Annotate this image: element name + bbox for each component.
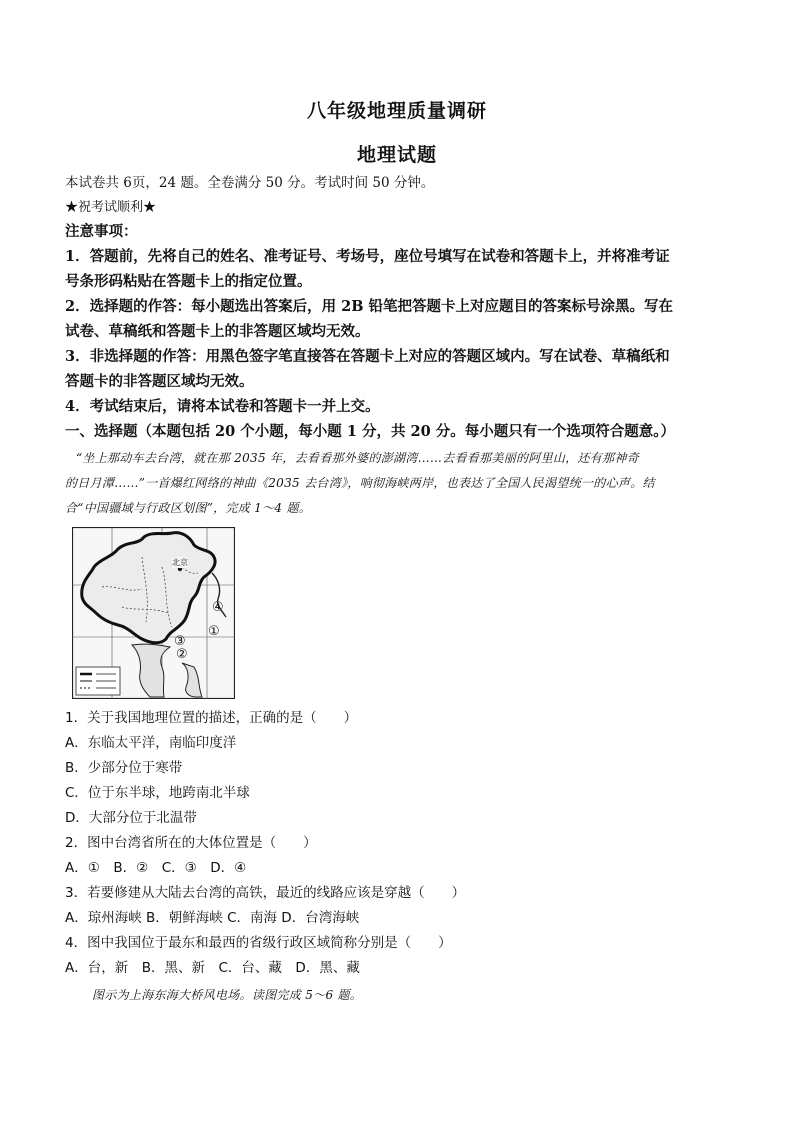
notice-line: 试卷、草稿纸和答题卡上的非答题区域均无效。: [65, 323, 370, 340]
option-line: B．少部分位于寒带: [65, 760, 183, 776]
china-map-figure: [72, 527, 235, 699]
next-intro: 图示为上海东海大桥风电场。读图完成 5～6 题。: [92, 988, 363, 1002]
china-map-image: [72, 527, 235, 699]
exam-subtitle: 地理试题: [356, 144, 437, 166]
option-line: D．大部分位于北温带: [65, 810, 197, 826]
map-marker-2: ②: [176, 647, 188, 662]
exam-info: 本试卷共 6页，24 题。全卷满分 50 分。考试时间 50 分钟。: [65, 175, 435, 191]
notice-line: 2．选择题的作答：每小题选出答案后，用 2B 铅笔把答题卡上对应题目的答案标号涂黑。写在: [65, 298, 674, 315]
section-heading: 一、选择题（本题包括 20 个小题，每小题 1 分，共 20 分。每小题只有一个选项符合题意。）: [65, 423, 675, 440]
beijing-label: 北京: [172, 558, 188, 567]
map-marker-1: ①: [208, 624, 220, 639]
notice-line: 答题卡的非答题区域均无效。: [65, 373, 254, 390]
option-line: A．台，新 B．黑、新 C．台、藏 D．黑、藏: [65, 960, 360, 976]
option-line: A．琼州海峡 B．朝鲜海峡 C．南海 D．台湾海峡: [65, 910, 360, 926]
exam-wish: ★祝考试顺利★: [65, 200, 157, 215]
option-line: A．东临太平洋，南临印度洋: [65, 735, 237, 751]
notice-heading: 注意事项：: [65, 223, 138, 240]
notice-line: 3．非选择题的作答：用黑色签字笔直接答在答题卡上对应的答题区域内。写在试卷、草稿纸和: [65, 348, 670, 365]
question-2: 2．图中台湾省所在的大体位置是（ ）: [65, 835, 317, 851]
map-marker-4: ④: [212, 600, 224, 615]
question-4: 4．图中我国位于最东和最西的省级行政区域简称分别是（ ）: [65, 935, 452, 951]
option-line: A．① B．② C．③ D．④: [65, 860, 247, 876]
option-line: C．位于东半球，地跨南北半球: [65, 785, 250, 801]
passage-line: “坐上那动车去台湾，就在那 2035 年，去看看那外婆的澎湖湾……去看看那美丽的阿里山，还有那神奇: [76, 451, 640, 465]
notice-line: 号条形码粘贴在答题卡上的指定位置。: [65, 273, 312, 290]
exam-title: 八年级地理质量调研: [306, 100, 487, 122]
notice-line: 4．考试结束后，请将本试卷和答题卡一并上交。: [65, 398, 380, 415]
notice-line: 1．答题前，先将自己的姓名、准考证号、考场号，座位号填写在试卷和答题卡上，并将准考证: [65, 248, 670, 265]
passage-line: 的日月潭……”一首爆红网络的神曲《2035 去台湾》，响彻海峡两岸，也表达了全国人民渴望统一的心声。结: [65, 476, 655, 490]
question-3: 3．若要修建从大陆去台湾的高铁，最近的线路应该是穿越（ ）: [65, 885, 466, 901]
passage-line: 合“中国疆域与行政区划图”，完成 1～4 题。: [65, 501, 312, 515]
map-marker-3: ③: [174, 634, 186, 649]
question-1: 1．关于我国地理位置的描述，正确的是（ ）: [65, 710, 358, 726]
